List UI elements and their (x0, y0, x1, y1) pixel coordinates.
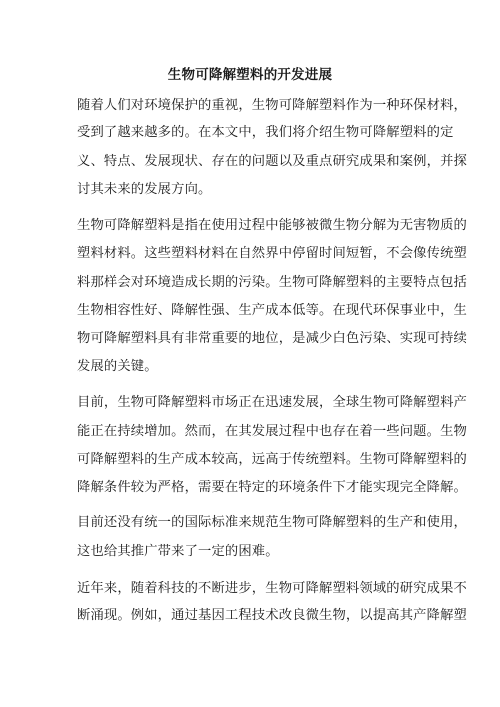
paragraph-2-line-6: 发展的关键。 (77, 359, 158, 374)
paragraph-2-line-4: 生物相容性好、降解性强、生产成本低等。在现代环保事业中，生 (77, 303, 467, 318)
paragraph-2-line-2: 塑料材料。这些塑料材料在自然界中停留时间短暂，不会像传统塑 (77, 246, 467, 261)
paragraph-4-line-2: 断涌现。例如，通过基因工程技术改良微生物，以提高其产降解塑 (77, 608, 467, 623)
document-title: 生物可降解塑料的开发进展 (167, 67, 333, 83)
paragraph-2-line-3: 料那样会对环境造成长期的污染。生物可降解塑料的主要特点包括 (77, 275, 467, 290)
paragraph-4-line-1: 近年来，随着科技的不断进步，生物可降解塑料领域的研究成果不 (77, 581, 467, 596)
paragraph-3-line-3: 可降解塑料的生产成本较高，远高于传统塑料。生物可降解塑料的 (77, 452, 467, 467)
paragraph-3-line-1: 目前，生物可降解塑料市场正在迅速发展，全球生物可降解塑料产 (77, 395, 467, 410)
paragraph-1-line-1: 随着人们对环境保护的重视，生物可降解塑料作为一种环保材料， (77, 98, 467, 113)
paragraph-2-line-1: 生物可降解塑料是指在使用过程中能够被微生物分解为无害物质的 (77, 218, 467, 233)
paragraph-3-line-5: 目前还没有统一的国际标准来规范生物可降解塑料的生产和使用， (77, 515, 467, 530)
paragraph-1-line-3: 义、特点、发展现状、存在的问题以及重点研究成果和案例，并探 (77, 154, 467, 169)
paragraph-3-line-4: 降解条件较为严格，需要在特定的环境条件下才能实现完全降解。 (77, 480, 467, 495)
paragraph-2-line-5: 物可降解塑料具有非常重要的地位，是减少白色污染、实现可持续 (77, 331, 467, 346)
paragraph-1-line-2: 受到了越来越多的。在本文中，我们将介绍生物可降解塑料的定 (77, 125, 454, 140)
paragraph-3-line-2: 能正在持续增加。然而，在其发展过程中也存在着一些问题。生物 (77, 424, 467, 439)
paragraph-1-line-4: 讨其未来的发展方向。 (77, 182, 212, 197)
paragraph-3-line-6: 这也给其推广带来了一定的困难。 (77, 544, 279, 559)
